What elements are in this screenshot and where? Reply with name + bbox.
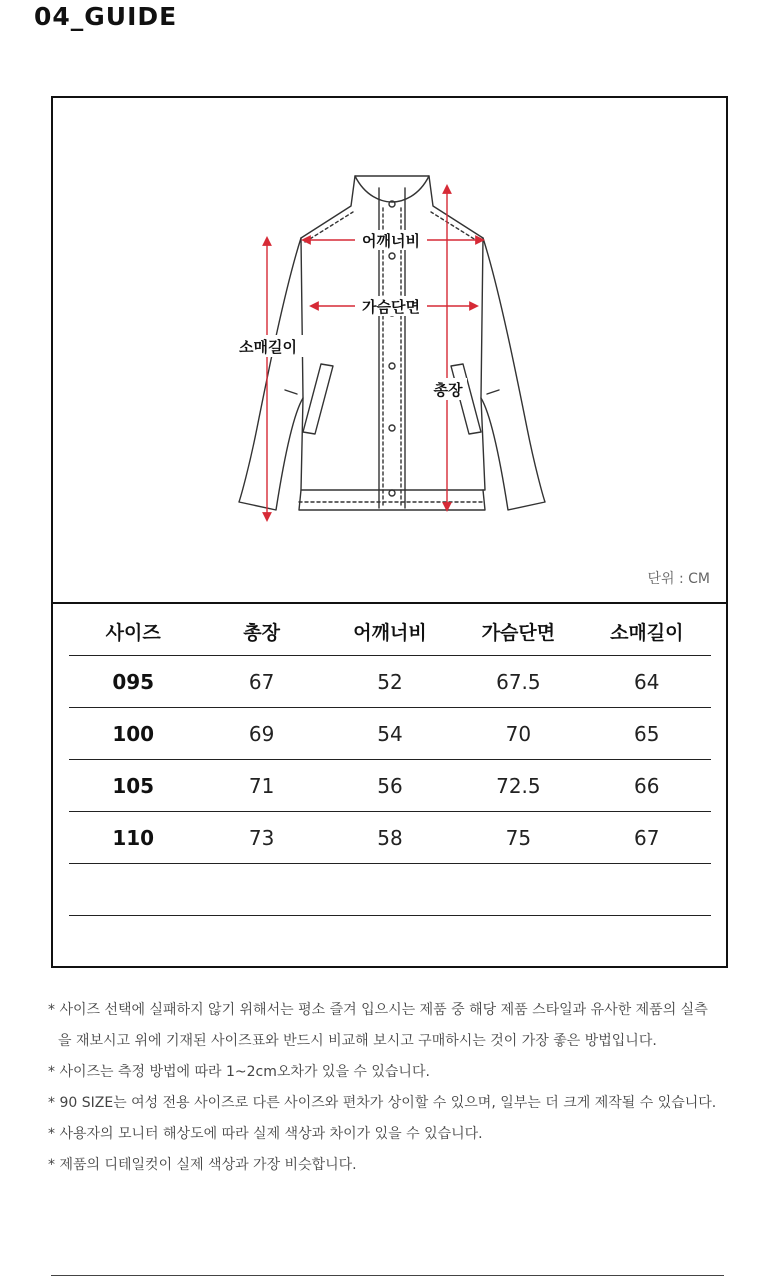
length-cell xyxy=(197,864,325,916)
box-divider xyxy=(53,602,726,604)
note-item: * 사이즈 선택에 실패하지 않기 위해서는 평소 즐겨 입으시는 제품 중 해당 제품 스타일과 유사한 제품의 실측 xyxy=(48,1002,708,1018)
header-sleeve: 소매길이 xyxy=(583,608,711,656)
unit-label: 단위 : CM xyxy=(647,571,710,587)
note-item: * 90 SIZE는 여성 전용 사이즈로 다른 사이즈와 편차가 상이할 수 있으며, 일부는 더 크게 제작될 수 있습니다. xyxy=(48,1095,717,1111)
header-size: 사이즈 xyxy=(69,608,197,656)
sleeve-label: 소매길이 xyxy=(239,338,297,356)
length-cell: 71 xyxy=(197,760,325,812)
note-item-continued: 을 재보시고 위에 기재된 사이즈표와 반드시 비교해 보시고 구매하시는 것이 가장 좋은 방법입니다. xyxy=(58,1033,657,1049)
size-cell: 095 xyxy=(69,656,197,708)
size-cell: 100 xyxy=(69,708,197,760)
table-row xyxy=(69,760,711,812)
jacket-diagram xyxy=(53,98,726,602)
length-cell: 69 xyxy=(197,708,325,760)
size-guide-box xyxy=(51,96,728,968)
note-item: * 사이즈는 측정 방법에 따라 1~2cm오차가 있을 수 있습니다. xyxy=(48,1064,430,1080)
size-table xyxy=(69,608,711,916)
sleeve-cell xyxy=(583,864,711,916)
chest-cell: 70 xyxy=(454,708,582,760)
sleeve-cell: 65 xyxy=(583,708,711,760)
shoulder-cell: 54 xyxy=(326,708,454,760)
chest-cell: 72.5 xyxy=(454,760,582,812)
chest-label: 가슴단면 xyxy=(362,298,420,316)
page-title: 04_GUIDE xyxy=(34,2,178,31)
sleeve-cell: 66 xyxy=(583,760,711,812)
table-row xyxy=(69,812,711,864)
size-cell xyxy=(69,864,197,916)
table-row-empty xyxy=(69,864,711,916)
shoulder-cell: 58 xyxy=(326,812,454,864)
header-length: 총장 xyxy=(197,608,325,656)
header-chest: 가슴단면 xyxy=(454,608,582,656)
shoulder-cell: 56 xyxy=(326,760,454,812)
jacket-illustration xyxy=(53,98,726,602)
bottom-divider xyxy=(51,1275,724,1276)
length-cell: 67 xyxy=(197,656,325,708)
chest-cell xyxy=(454,864,582,916)
length-cell: 73 xyxy=(197,812,325,864)
size-cell: 110 xyxy=(69,812,197,864)
jacket-body xyxy=(301,176,485,490)
right-sleeve xyxy=(481,238,545,510)
table-row xyxy=(69,708,711,760)
header-shoulder: 어깨너비 xyxy=(326,608,454,656)
chest-cell: 75 xyxy=(454,812,582,864)
note-item: * 사용자의 모니터 해상도에 따라 실제 색상과 차이가 있을 수 있습니다. xyxy=(48,1126,483,1142)
sleeve-cell: 67 xyxy=(583,812,711,864)
shoulder-cell xyxy=(326,864,454,916)
sleeve-cell: 64 xyxy=(583,656,711,708)
size-cell: 105 xyxy=(69,760,197,812)
table-row xyxy=(69,656,711,708)
length-label: 총장 xyxy=(433,381,463,399)
shoulder-cell: 52 xyxy=(326,656,454,708)
shoulder-label: 어깨너비 xyxy=(362,232,420,250)
note-item: * 제품의 디테일컷이 실제 색상과 가장 비슷합니다. xyxy=(48,1157,357,1173)
table-header-row xyxy=(69,608,711,656)
size-notes xyxy=(48,995,748,1181)
chest-cell: 67.5 xyxy=(454,656,582,708)
left-sleeve xyxy=(239,238,303,510)
